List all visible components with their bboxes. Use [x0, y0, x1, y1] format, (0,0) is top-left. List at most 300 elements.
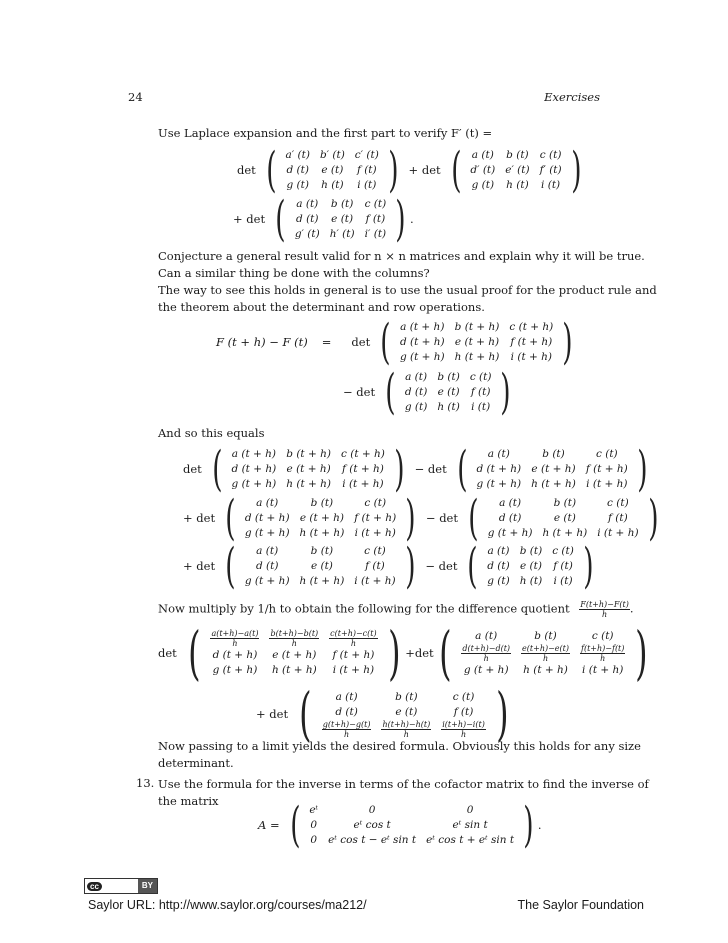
matrix-cell: e (t + h)	[286, 463, 331, 475]
matrix-row	[205, 663, 382, 678]
matrix-row	[471, 477, 632, 492]
minus-det-operator: − det	[425, 511, 458, 525]
left-paren: (	[438, 619, 452, 687]
matrix-A	[286, 797, 538, 853]
matrix-cell: a (t + h)	[231, 448, 277, 460]
matrix-row	[483, 496, 644, 511]
conjecture-line: Can a similar thing be done with the columns?	[158, 266, 430, 280]
plus-det-operator: + det	[183, 559, 216, 573]
frac-numerator: d(t+h)−d(t)	[462, 643, 511, 653]
matrix-table	[227, 447, 390, 492]
footer-url[interactable]: Saylor URL: http://www.saylor.org/courses/ma212/	[88, 898, 367, 912]
matrix-cell: f (t + h)	[585, 463, 628, 475]
left-paren: (	[187, 619, 201, 687]
matrix-cell: b (t)	[310, 545, 334, 557]
frac-denominator: h	[600, 653, 606, 663]
matrix-cell: 0	[466, 804, 474, 816]
matrix-table	[317, 690, 491, 739]
frac-numerator: e(t+h)−e(t)	[522, 643, 569, 653]
matrix-cell: c (t + h)	[509, 321, 554, 333]
matrix-cell: g (t + h)	[487, 527, 533, 539]
problem13-line: Use the formula for the inverse in terms of the cofactor matrix to find the inverse of	[158, 777, 649, 791]
matrix-cell: f (t)	[356, 164, 377, 176]
matrix-row	[482, 574, 579, 589]
matrix-cell: g (t + h)	[212, 664, 258, 676]
minus-det-operator: − det	[425, 559, 458, 573]
matrix-cell: b (t)	[542, 448, 565, 460]
matrix-cell: d (t)	[487, 560, 510, 572]
matrix-fraction	[461, 644, 511, 663]
matrix-row	[227, 462, 390, 477]
matrix-cell: a (t)	[487, 545, 510, 557]
matrix-cell: i (t)	[471, 401, 491, 413]
matrix-row	[227, 447, 390, 462]
matrix-row	[483, 511, 644, 526]
matrix-cell	[264, 629, 324, 648]
matrix-fraction	[329, 629, 377, 648]
multiply-text: Now multiply by 1/h to obtain the following for the difference quotient	[158, 601, 570, 616]
matrix-cell: b′ (t)	[319, 149, 345, 161]
matrix-table	[456, 629, 630, 678]
right-paren: )	[636, 441, 648, 497]
matrix-row	[456, 629, 630, 644]
matrix-row	[317, 705, 491, 720]
matrix-row	[281, 148, 384, 163]
matrix-row	[240, 526, 401, 541]
right-paren: )	[394, 441, 405, 497]
matrix-cell: a (t)	[256, 497, 279, 509]
matrix-row	[465, 163, 566, 178]
frac-denominator: h	[350, 638, 356, 648]
matrix-cell: d (t + h)	[476, 463, 522, 475]
matrix-cell: g (t + h)	[244, 575, 290, 587]
matrix-row	[304, 803, 519, 818]
matrix-row	[456, 644, 630, 663]
matrix-row	[482, 559, 579, 574]
right-paren: )	[647, 490, 659, 546]
matrix-cell: a′ (t)	[285, 149, 310, 161]
plus-det-operator: + det	[408, 163, 441, 177]
left-paren: (	[380, 314, 391, 370]
right-paren: )	[405, 490, 416, 546]
eq3-line3	[177, 538, 598, 594]
matrix-cell: a (t)	[475, 630, 498, 642]
matrix-cell: h (t + h)	[271, 664, 317, 676]
matrix-cell: g (t)	[286, 179, 309, 191]
matrix-row	[240, 559, 401, 574]
right-paren: )	[500, 364, 511, 420]
matrix-row	[240, 574, 401, 589]
matrix-cell: h (t)	[321, 179, 344, 191]
cc-icon: cc	[87, 882, 102, 891]
way-line: The way to see this holds in general is to use the usual proof for the product rule and	[158, 283, 657, 297]
matrix-cell: 0	[368, 804, 376, 816]
matrix-table	[205, 629, 382, 678]
matrix-fraction	[381, 720, 431, 739]
matrix-row	[281, 163, 384, 178]
matrix-cell: a (t)	[487, 448, 510, 460]
frac-numerator: c(t+h)−c(t)	[330, 628, 377, 638]
matrix-cell: f (t)	[470, 386, 491, 398]
matrix-cell: i (t + h)	[582, 664, 624, 676]
matrix-cell: c (t)	[452, 691, 475, 703]
matrix-cell: e (t)	[331, 213, 354, 225]
matrix-cell: h′ (t)	[329, 228, 355, 240]
frac-numerator: i(t+h)−i(t)	[442, 719, 485, 729]
matrix-row	[395, 335, 558, 350]
eq1-line2	[227, 191, 414, 247]
det-operator: det	[158, 646, 177, 660]
problem13-equation	[258, 797, 542, 853]
matrix-cell	[376, 720, 436, 739]
matrix-eq3-c2	[463, 538, 597, 594]
matrix-cell: i (t + h)	[586, 478, 628, 490]
matrix-cell: d (t + h)	[212, 649, 258, 661]
matrix-cell	[205, 629, 264, 648]
eq4-line2	[250, 680, 513, 748]
det-operator: det	[351, 335, 371, 349]
matrix-cell: b (t + h)	[454, 321, 500, 333]
matrix-fraction	[521, 644, 570, 663]
matrix-row	[205, 648, 382, 663]
intro-text: Use Laplace expansion and the first part to verify F′ (t) =	[158, 126, 493, 140]
matrix-row	[240, 496, 401, 511]
frac-denominator: h	[344, 729, 350, 739]
conjecture-paragraph	[158, 248, 645, 282]
matrix-cell: i′ (t)	[364, 228, 387, 240]
right-paren: )	[388, 142, 399, 198]
matrix-fraction	[269, 629, 319, 648]
footer-org: The Saylor Foundation	[517, 898, 644, 912]
matrix-cell: e (t + h)	[272, 649, 317, 661]
right-paren: )	[523, 797, 534, 853]
minus-det-operator: − det	[343, 385, 376, 399]
frac-denominator: h	[460, 729, 467, 739]
matrix-table	[304, 803, 519, 848]
matrix-table	[290, 197, 391, 242]
matrix-table	[281, 148, 384, 193]
matrix-table	[400, 370, 497, 415]
plus-det-operator: + det	[233, 212, 266, 226]
matrix-cell: eᵗ cos t	[353, 819, 391, 831]
matrix-cell: c (t)	[364, 545, 386, 557]
matrix-cell: d (t)	[286, 164, 309, 176]
matrix-cell: b (t)	[534, 630, 557, 642]
matrix-cell: eᵗ sin t	[452, 819, 488, 831]
matrix-cell: c (t)	[596, 448, 618, 460]
left-paren: (	[456, 441, 468, 497]
matrix-table	[240, 544, 401, 589]
matrix-cell	[324, 629, 382, 648]
matrix-table	[395, 320, 558, 365]
matrix-cell: 0	[310, 834, 318, 846]
matrix-cell: i (t)	[541, 179, 561, 191]
matrix-cell: d (t)	[498, 512, 522, 524]
det-operator: det	[237, 163, 256, 177]
problem-number: 13.	[136, 776, 155, 790]
matrix-cell: eᵗ cos t − eᵗ sin t	[328, 834, 417, 846]
matrix-cell: h (t + h)	[531, 478, 576, 490]
matrix-cell: c′ (t)	[354, 149, 379, 161]
matrix-cell	[516, 644, 575, 663]
way-paragraph	[158, 282, 657, 316]
eq1-line1	[231, 142, 585, 198]
matrix-cell: c (t)	[607, 497, 629, 509]
right-paren: )	[495, 680, 509, 748]
matrix-cell: h (t + h)	[523, 664, 568, 676]
matrix-cell: h (t + h)	[286, 478, 331, 490]
matrix-cell: i (t + h)	[342, 478, 384, 490]
right-paren: )	[562, 314, 573, 370]
matrix-row	[471, 462, 632, 477]
matrix-cell: g (t + h)	[244, 527, 290, 539]
matrix-row	[400, 400, 497, 415]
matrix-row	[317, 690, 491, 705]
matrix-cell: a (t)	[499, 497, 522, 509]
matrix-cell: g (t)	[404, 401, 428, 413]
matrix-eq1-m2	[447, 142, 586, 198]
matrix-cell: i (t + h)	[597, 527, 639, 539]
matrix-row	[482, 544, 579, 559]
matrix-eq2-m1	[376, 314, 577, 370]
matrix-cell: i (t)	[553, 575, 573, 587]
frac-denominator: h	[232, 638, 238, 648]
frac-numerator: f(t+h)−f(t)	[581, 643, 625, 653]
matrix-cell: eᵗ cos t + eᵗ sin t	[426, 834, 515, 846]
matrix-cell: f (t)	[453, 706, 474, 718]
det-operator: det	[183, 462, 202, 476]
matrix-cell: d (t)	[255, 560, 279, 572]
matrix-cell: g (t)	[487, 575, 510, 587]
matrix-row	[227, 477, 390, 492]
frac-numerator: g(t+h)−g(t)	[322, 719, 371, 729]
matrix-eq3-a1	[208, 441, 409, 497]
matrix-fraction	[580, 644, 625, 663]
matrix-eq4-q3	[294, 680, 513, 748]
matrix-cell: i (t + h)	[354, 527, 396, 539]
matrix-cell: e (t + h)	[454, 336, 500, 348]
left-paren: (	[385, 364, 396, 420]
matrix-row	[304, 833, 519, 848]
matrix-cell: i (t + h)	[354, 575, 396, 587]
matrix-cell: c (t)	[552, 545, 574, 557]
matrix-cell: g (t + h)	[399, 351, 445, 363]
frac-denominator: h	[403, 729, 409, 739]
matrix-cell: h (t + h)	[299, 527, 345, 539]
frac-denominator: h	[542, 653, 549, 663]
matrix-row	[395, 350, 558, 365]
matrix-cell: e (t)	[519, 560, 542, 572]
matrix-cell	[436, 720, 491, 739]
left-paren: (	[450, 142, 462, 198]
matrix-eq4-q2	[434, 619, 653, 687]
matrix-cell: i (t)	[357, 179, 377, 191]
right-paren: )	[387, 619, 401, 687]
matrix-cell: c (t)	[469, 371, 492, 383]
matrix-eq3-c1	[221, 538, 419, 594]
matrix-cell: f (t + h)	[342, 463, 384, 475]
left-paren: (	[225, 538, 236, 594]
matrix-table	[483, 496, 644, 541]
matrix-table	[465, 148, 566, 193]
and-so-text: And so this equals	[158, 426, 265, 440]
matrix-cell: c (t)	[364, 497, 387, 509]
frac-denominator: h	[483, 653, 489, 663]
passing-line: Now passing to a limit yields the desired formula. Obviously this holds for any size	[158, 739, 641, 753]
matrix-eq4-q1	[183, 619, 405, 687]
matrix-table	[471, 447, 632, 492]
matrix-eq1-m3	[271, 191, 410, 247]
matrix-cell: a (t)	[471, 149, 494, 161]
matrix-cell: 0	[310, 819, 318, 831]
cc-license-badge[interactable]	[84, 878, 158, 894]
matrix-eq2-m2	[381, 364, 515, 420]
right-paren: )	[635, 619, 648, 687]
matrix-row	[400, 385, 497, 400]
matrix-cell: h (t + h)	[542, 527, 588, 539]
matrix-cell: b (t)	[553, 497, 577, 509]
matrix-table	[482, 544, 579, 589]
eq3-line2	[177, 490, 662, 546]
matrix-cell: f (t + h)	[510, 336, 553, 348]
difference-quotient	[579, 600, 630, 619]
matrix-row	[400, 370, 497, 385]
matrix-row	[205, 629, 382, 648]
matrix-cell	[317, 720, 377, 739]
left-paren: (	[225, 490, 236, 546]
matrix-cell: d (t)	[335, 706, 358, 718]
matrix-eq3-b1	[221, 490, 420, 546]
matrix-cell: a (t)	[405, 371, 428, 383]
matrix-cell: d (t + h)	[244, 512, 290, 524]
frac-denominator: h	[291, 638, 297, 648]
matrix-cell: f (t)	[608, 512, 628, 524]
eq3-line1	[177, 441, 652, 497]
matrix-row	[395, 320, 558, 335]
matrix-cell: f′ (t)	[539, 164, 562, 176]
matrix-cell: c (t)	[364, 198, 387, 210]
matrix-cell: a (t)	[256, 545, 279, 557]
matrix-cell: e (t)	[553, 512, 576, 524]
matrix-cell: d (t + h)	[231, 463, 277, 475]
matrix-cell: eᵗ	[309, 804, 319, 816]
matrix-cell	[456, 644, 516, 663]
matrix-cell: b (t)	[310, 497, 334, 509]
matrix-row	[290, 227, 391, 242]
matrix-cell: b (t + h)	[286, 448, 331, 460]
problem13-line: the matrix	[158, 794, 219, 808]
matrix-fraction	[210, 629, 259, 648]
matrix-cell: b (t)	[437, 371, 460, 383]
left-paren: (	[275, 191, 286, 247]
right-paren: )	[570, 142, 582, 198]
matrix-cell: e (t)	[395, 706, 418, 718]
matrix-row	[471, 447, 632, 462]
matrix-cell	[575, 644, 630, 663]
way-line: the theorem about the determinant and row operations.	[158, 300, 485, 314]
multiply-text-line	[158, 600, 634, 619]
right-paren: )	[404, 538, 416, 594]
period: .	[537, 818, 542, 832]
matrix-cell: h (t + h)	[299, 575, 345, 587]
matrix-cell: g′ (t)	[294, 228, 320, 240]
by-icon: BY	[138, 879, 157, 893]
left-paren: (	[289, 797, 301, 853]
matrix-cell: d (t)	[296, 213, 319, 225]
plus-det-operator: +det	[405, 646, 434, 660]
frac-denominator: h	[601, 610, 608, 619]
equals-sign: =	[321, 335, 332, 349]
matrix-cell: c (t)	[539, 149, 562, 161]
matrix-cell: e′ (t)	[505, 164, 530, 176]
matrix-cell: b (t)	[330, 198, 354, 210]
minus-det-operator: − det	[414, 462, 447, 476]
matrix-eq3-b2	[464, 490, 662, 546]
matrix-cell: h (t)	[519, 575, 543, 587]
eq2-line2	[337, 364, 515, 420]
matrix-row	[240, 544, 401, 559]
matrix-cell: e (t + h)	[299, 512, 345, 524]
matrix-row	[304, 818, 519, 833]
matrix-cell: d (t)	[404, 386, 428, 398]
left-paren: (	[212, 441, 223, 497]
matrix-row	[290, 212, 391, 227]
page-number: 24	[128, 90, 143, 104]
matrix-cell: g (t + h)	[231, 478, 277, 490]
matrix-row	[290, 197, 391, 212]
matrix-cell: a (t)	[335, 691, 358, 703]
conjecture-line: Conjecture a general result valid for n × n matrices and explain why it will be true.	[158, 249, 645, 263]
matrix-row	[281, 178, 384, 193]
left-paren: (	[299, 680, 312, 748]
eq4-line1	[152, 619, 653, 687]
matrix-cell: b (t)	[395, 691, 418, 703]
eq2-lhs: F (t + h) − F (t)	[216, 335, 308, 349]
frac-numerator: a(t+h)−a(t)	[211, 628, 259, 638]
matrix-cell: f (t)	[365, 560, 385, 572]
matrix-row	[456, 663, 630, 678]
right-paren: )	[583, 538, 594, 594]
matrix-fraction	[322, 720, 372, 739]
matrix-label: A =	[258, 818, 280, 832]
matrix-cell: f (t)	[553, 560, 573, 572]
matrix-cell: f (t + h)	[354, 512, 397, 524]
matrix-cell: a (t + h)	[400, 321, 445, 333]
matrix-cell: d (t + h)	[399, 336, 445, 348]
matrix-cell: c (t)	[591, 630, 614, 642]
matrix-row	[240, 511, 401, 526]
period: .	[629, 601, 634, 616]
matrix-cell: b (t)	[519, 545, 543, 557]
matrix-cell: e (t + h)	[531, 463, 576, 475]
matrix-table	[240, 496, 401, 541]
matrix-row	[465, 148, 566, 163]
period: .	[409, 212, 414, 226]
right-paren: )	[395, 191, 406, 247]
matrix-cell: g (t + h)	[476, 478, 522, 490]
matrix-cell: c (t + h)	[341, 448, 385, 460]
frac-numerator: h(t+h)−h(t)	[382, 719, 431, 729]
matrix-cell: f (t)	[365, 213, 386, 225]
matrix-cell: e (t)	[321, 164, 344, 176]
eq2-line1	[216, 314, 577, 370]
matrix-eq3-a2	[453, 441, 652, 497]
matrix-cell: i (t + h)	[332, 664, 375, 676]
passing-line: determinant.	[158, 756, 234, 770]
matrix-cell: d′ (t)	[470, 164, 496, 176]
matrix-row	[465, 178, 566, 193]
frac-numerator: F(t+h)−F(t)	[580, 600, 629, 609]
